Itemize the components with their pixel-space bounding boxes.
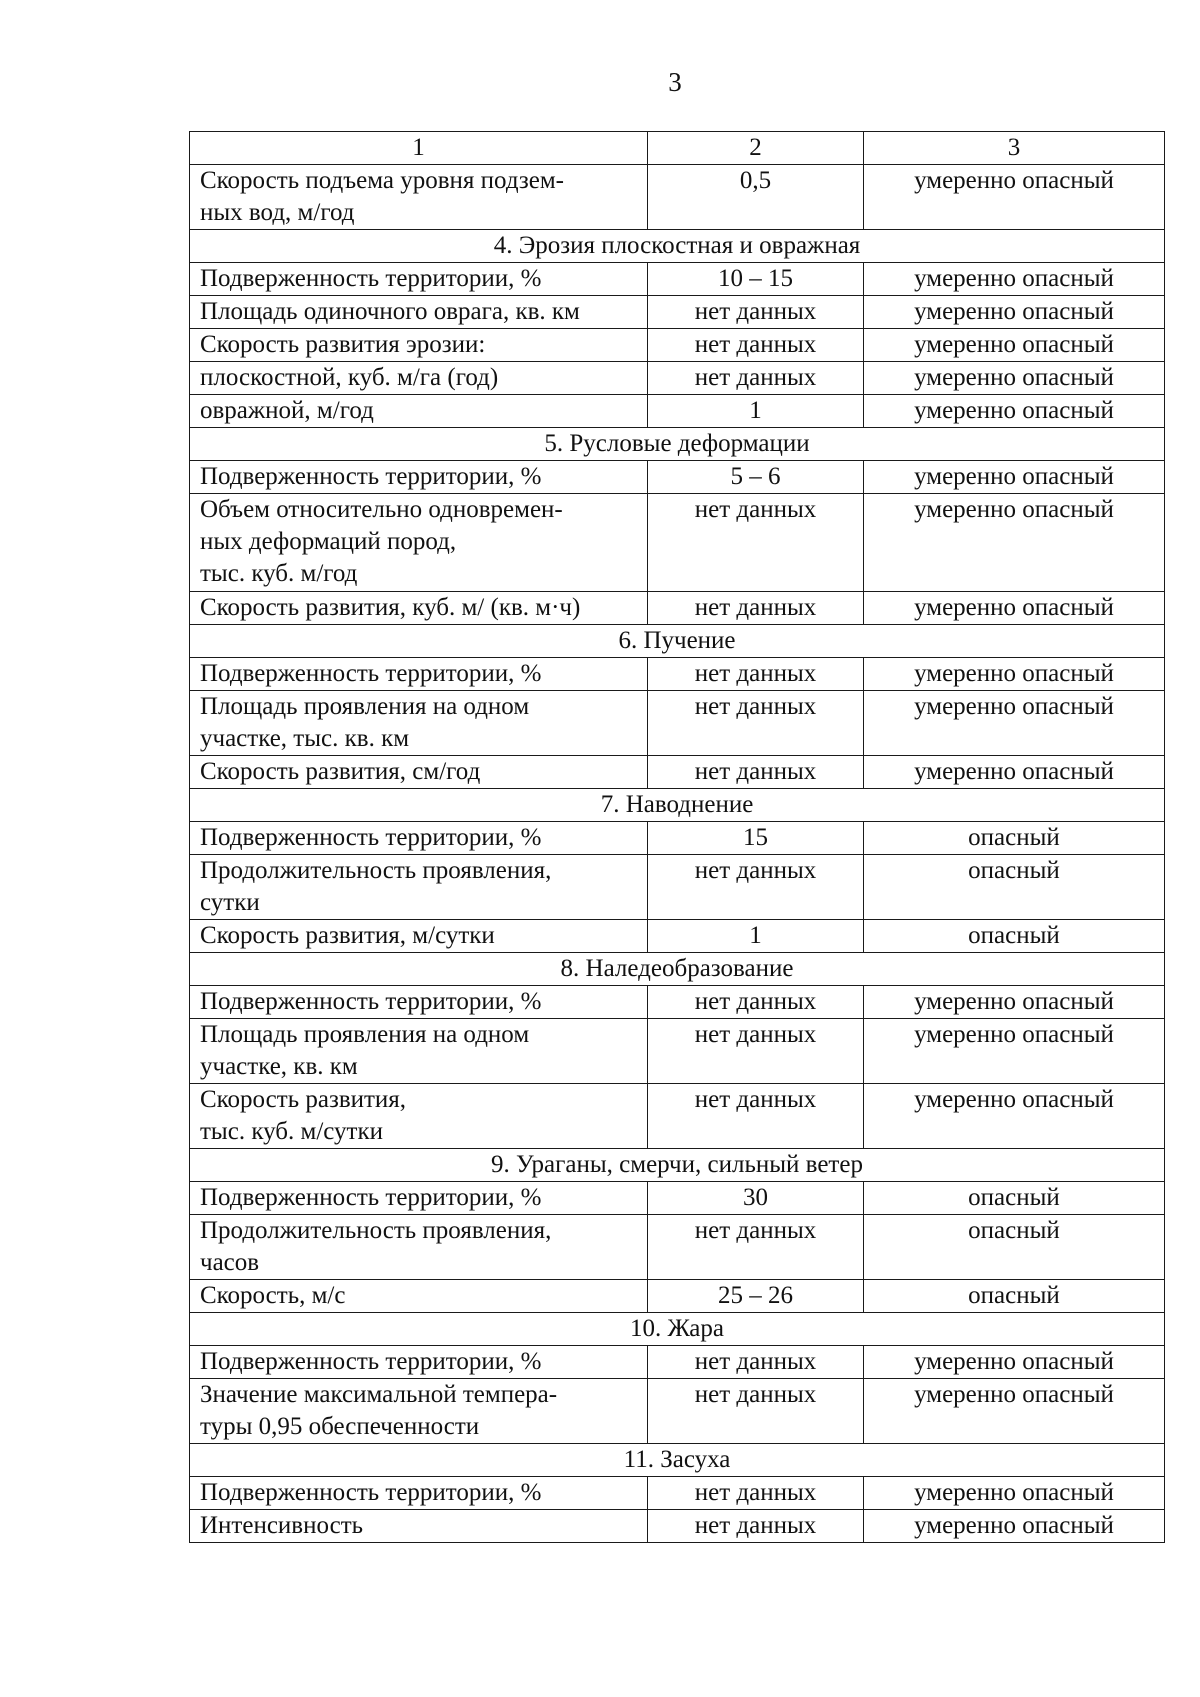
value-cell: нет данных — [648, 756, 864, 789]
column-number-cell: 3 — [864, 132, 1165, 165]
assessment-cell: опасный — [864, 920, 1165, 953]
assessment-cell: опасный — [864, 1280, 1165, 1313]
section-header-row — [190, 1149, 1165, 1182]
table-row — [190, 756, 1165, 789]
parameter-cell: Подверженность территории, % — [190, 1346, 648, 1379]
assessment-cell: умеренно опасный — [864, 1346, 1165, 1379]
assessment-cell: умеренно опасный — [864, 691, 1165, 756]
assessment-cell: умеренно опасный — [864, 1379, 1165, 1444]
table-row — [190, 1019, 1165, 1084]
value-cell: нет данных — [648, 658, 864, 691]
section-header-row — [190, 953, 1165, 986]
table-row — [190, 1084, 1165, 1149]
parameter-cell: Подверженность территории, % — [190, 658, 648, 691]
page-number: 3 — [668, 67, 682, 97]
table-row — [190, 1346, 1165, 1379]
value-cell: нет данных — [648, 855, 864, 920]
value-cell: нет данных — [648, 691, 864, 756]
section-header-row — [190, 1313, 1165, 1346]
parameter-cell: Скорость развития, куб. м/ (кв. м·ч) — [190, 592, 648, 625]
parameter-cell: Площадь проявления на одном участке, тыс. кв. км — [190, 691, 648, 756]
assessment-cell: умеренно опасный — [864, 461, 1165, 494]
assessment-cell: умеренно опасный — [864, 1019, 1165, 1084]
parameter-cell: Значение максимальной темпера- туры 0,95 обеспеченности — [190, 1379, 648, 1444]
parameter-cell: Интенсивность — [190, 1510, 648, 1543]
section-header-row — [190, 1444, 1165, 1477]
value-cell: нет данных — [648, 1510, 864, 1543]
parameter-cell: Подверженность территории, % — [190, 822, 648, 855]
assessment-cell: опасный — [864, 1215, 1165, 1280]
section-title: 11. Засуха — [190, 1444, 1165, 1477]
parameter-cell: Скорость развития, м/сутки — [190, 920, 648, 953]
section-title: 5. Русловые деформации — [190, 428, 1165, 461]
assessment-cell: умеренно опасный — [864, 296, 1165, 329]
table-row — [190, 986, 1165, 1019]
value-cell: нет данных — [648, 1379, 864, 1444]
table-row — [190, 494, 1165, 592]
assessment-cell: умеренно опасный — [864, 494, 1165, 592]
value-cell: 1 — [648, 395, 864, 428]
assessment-cell: умеренно опасный — [864, 1477, 1165, 1510]
assessment-cell: умеренно опасный — [864, 362, 1165, 395]
table-row — [190, 592, 1165, 625]
value-cell: нет данных — [648, 1019, 864, 1084]
table-row — [190, 1510, 1165, 1543]
assessment-cell: умеренно опасный — [864, 658, 1165, 691]
table-row — [190, 362, 1165, 395]
table-row — [190, 822, 1165, 855]
parameter-cell: овражной, м/год — [190, 395, 648, 428]
assessment-cell: умеренно опасный — [864, 756, 1165, 789]
parameter-cell: Подверженность территории, % — [190, 263, 648, 296]
parameter-cell: Продолжительность проявления, часов — [190, 1215, 648, 1280]
assessment-cell: умеренно опасный — [864, 395, 1165, 428]
parameter-cell: Подверженность территории, % — [190, 1477, 648, 1510]
parameter-cell: Подверженность территории, % — [190, 986, 648, 1019]
table-row — [190, 1379, 1165, 1444]
section-title: 9. Ураганы, смерчи, сильный ветер — [190, 1149, 1165, 1182]
value-cell: 1 — [648, 920, 864, 953]
table-row — [190, 263, 1165, 296]
column-number-cell: 1 — [190, 132, 648, 165]
table-row — [190, 329, 1165, 362]
table-row — [190, 658, 1165, 691]
parameter-cell: Скорость развития, см/год — [190, 756, 648, 789]
table-body — [190, 132, 1165, 1543]
assessment-cell: умеренно опасный — [864, 1084, 1165, 1149]
section-title: 4. Эрозия плоскостная и овражная — [190, 230, 1165, 263]
assessment-cell: умеренно опасный — [864, 165, 1165, 230]
table-row — [190, 920, 1165, 953]
table-row — [190, 165, 1165, 230]
table-row — [190, 1280, 1165, 1313]
parameter-cell: Объем относительно одновремен- ных деформаций пород, тыс. куб. м/год — [190, 494, 648, 592]
table-row — [190, 1215, 1165, 1280]
assessment-cell: умеренно опасный — [864, 263, 1165, 296]
section-header-row — [190, 428, 1165, 461]
assessment-cell: умеренно опасный — [864, 1510, 1165, 1543]
table-row — [190, 1182, 1165, 1215]
value-cell: 25 – 26 — [648, 1280, 864, 1313]
column-number-row — [190, 132, 1165, 165]
value-cell: нет данных — [648, 1215, 864, 1280]
section-title: 6. Пучение — [190, 625, 1165, 658]
value-cell: нет данных — [648, 296, 864, 329]
parameter-cell: Скорость развития эрозии: — [190, 329, 648, 362]
section-header-row — [190, 789, 1165, 822]
section-header-row — [190, 625, 1165, 658]
parameter-cell: Площадь одиночного оврага, кв. км — [190, 296, 648, 329]
value-cell: 15 — [648, 822, 864, 855]
table-row — [190, 691, 1165, 756]
value-cell: 10 – 15 — [648, 263, 864, 296]
parameter-cell: Подверженность территории, % — [190, 1182, 648, 1215]
value-cell: нет данных — [648, 592, 864, 625]
value-cell: 0,5 — [648, 165, 864, 230]
value-cell: нет данных — [648, 1346, 864, 1379]
table-row — [190, 395, 1165, 428]
value-cell: нет данных — [648, 1084, 864, 1149]
parameter-cell: Скорость развития, тыс. куб. м/сутки — [190, 1084, 648, 1149]
parameter-cell: Скорость подъема уровня подзем- ных вод, м/год — [190, 165, 648, 230]
assessment-cell: опасный — [864, 1182, 1165, 1215]
table-row — [190, 461, 1165, 494]
table-row — [190, 1477, 1165, 1510]
table-row — [190, 296, 1165, 329]
parameter-cell: Продолжительность проявления, сутки — [190, 855, 648, 920]
assessment-cell: умеренно опасный — [864, 592, 1165, 625]
value-cell: нет данных — [648, 494, 864, 592]
hazard-assessment-table — [189, 131, 1165, 1543]
value-cell: 5 – 6 — [648, 461, 864, 494]
column-number-cell: 2 — [648, 132, 864, 165]
assessment-cell: умеренно опасный — [864, 986, 1165, 1019]
value-cell: нет данных — [648, 362, 864, 395]
section-title: 8. Наледеобразование — [190, 953, 1165, 986]
section-header-row — [190, 230, 1165, 263]
value-cell: нет данных — [648, 1477, 864, 1510]
value-cell: нет данных — [648, 329, 864, 362]
parameter-cell: Подверженность территории, % — [190, 461, 648, 494]
assessment-cell: опасный — [864, 855, 1165, 920]
section-title: 10. Жара — [190, 1313, 1165, 1346]
table-row — [190, 855, 1165, 920]
value-cell: 30 — [648, 1182, 864, 1215]
value-cell: нет данных — [648, 986, 864, 1019]
assessment-cell: умеренно опасный — [864, 329, 1165, 362]
assessment-cell: опасный — [864, 822, 1165, 855]
section-title: 7. Наводнение — [190, 789, 1165, 822]
parameter-cell: плоскостной, куб. м/га (год) — [190, 362, 648, 395]
parameter-cell: Скорость, м/с — [190, 1280, 648, 1313]
parameter-cell: Площадь проявления на одном участке, кв. км — [190, 1019, 648, 1084]
